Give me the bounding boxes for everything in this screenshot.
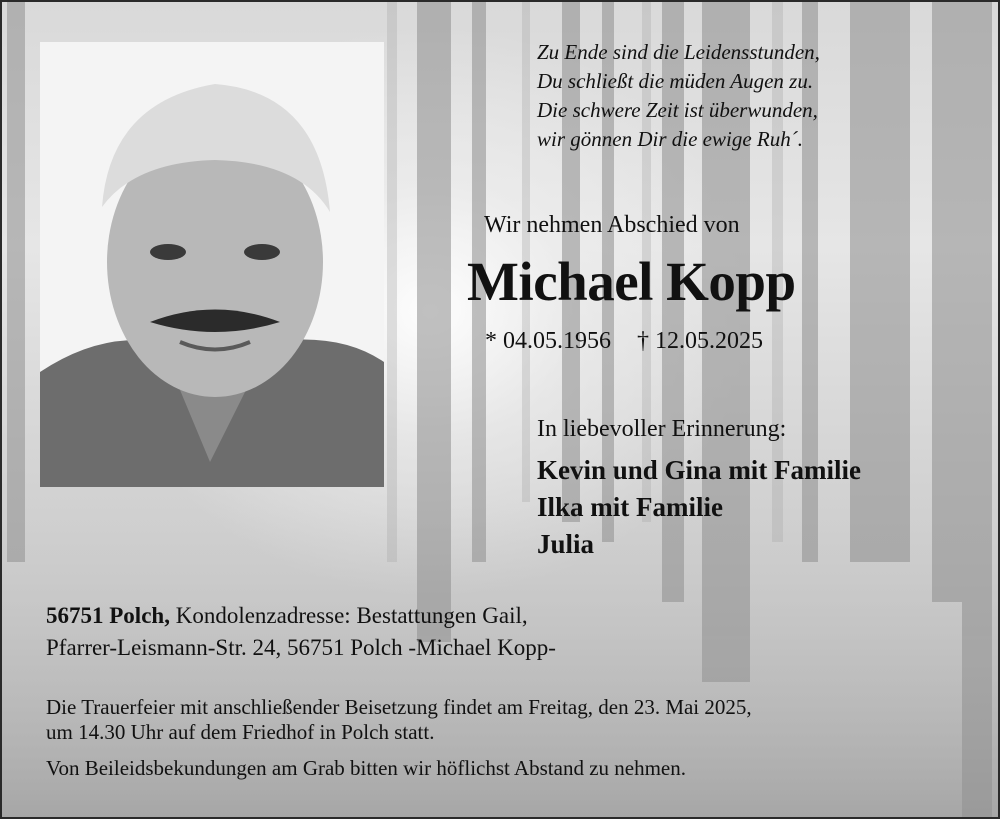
farewell-intro: Wir nehmen Abschied von <box>484 212 740 238</box>
address-place: 56751 Polch, <box>46 603 170 628</box>
address-line1: Kondolenzadresse: Bestattungen Gail, <box>175 603 528 628</box>
memory-label: In liebevoller Erinnerung: <box>537 416 787 442</box>
life-dates <box>485 328 763 355</box>
mourners-list <box>537 452 861 563</box>
notice-line: Von Beileidsbekundungen am Grab bitten wir höflichst Abstand zu nehmen. <box>46 756 686 780</box>
poem-line: wir gönnen Dir die ewige Ruh´. <box>537 127 803 151</box>
birth-date: * 04.05.1956 <box>485 328 611 354</box>
death-date: † 12.05.2025 <box>637 328 763 354</box>
poem-line: Die schwere Zeit ist überwunden, <box>537 98 818 122</box>
deceased-name: Michael Kopp <box>467 251 796 312</box>
funeral-notice <box>46 695 752 781</box>
address-line2: Pfarrer-Leismann-Str. 24, 56751 Polch -Michael Kopp- <box>46 635 556 660</box>
condolence-address <box>46 600 556 664</box>
poem-line: Du schließt die müden Augen zu. <box>537 69 814 93</box>
poem-verse <box>537 38 977 154</box>
notice-line: um 14.30 Uhr auf dem Friedhof in Polch statt. <box>46 720 435 744</box>
notice-line: Die Trauerfeier mit anschließender Beisetzung findet am Freitag, den 23. Mai 2025, <box>46 695 752 719</box>
poem-line: Zu Ende sind die Leidensstunden, <box>537 40 820 64</box>
mourner-entry: Kevin und Gina mit Familie <box>537 455 862 485</box>
portrait-photo <box>40 42 384 487</box>
mourner-entry: Julia <box>537 529 595 559</box>
mourner-entry: Ilka mit Familie <box>537 492 723 522</box>
